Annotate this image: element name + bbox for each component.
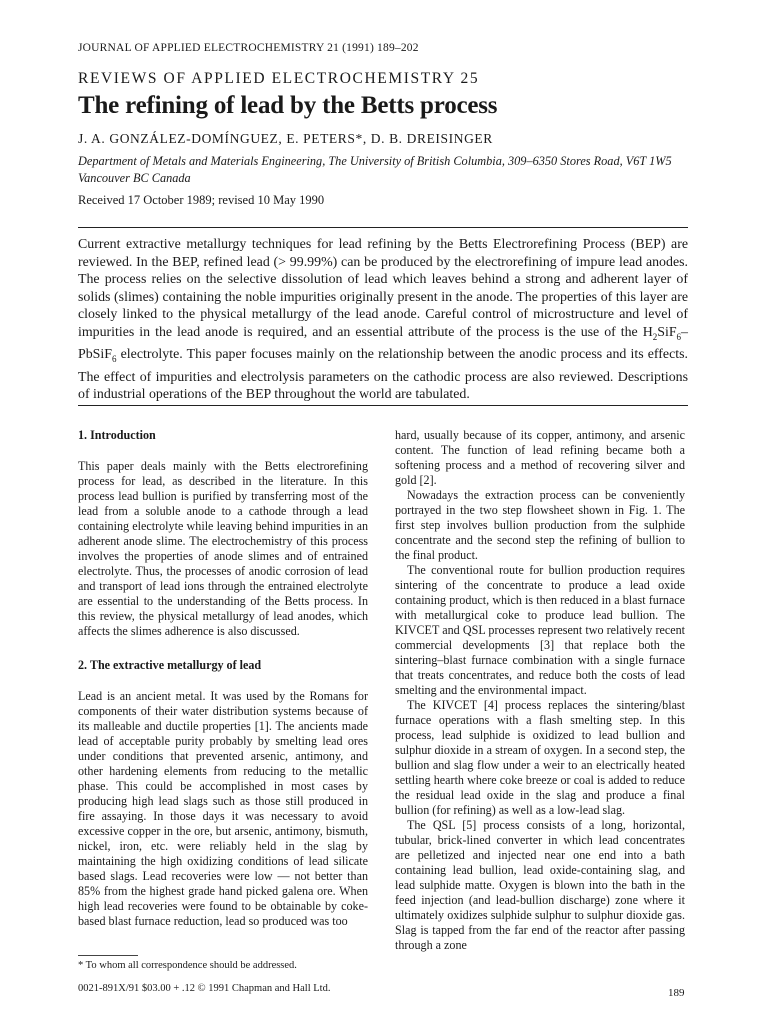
body-paragraph: The conventional route for bullion production requires sintering of the concentrate to produce a lead oxide containing product, which is then reduced in a blast furnace with metallurgical coke to produce lead bullion. The KIVCET and QSL processes represent two relatively recent commercial developments [3] that replace both the sintering–blast furnace combination with a single furnace that treats concentrates, and reduce both the costs of lead smelting and the environmental impact. — [395, 563, 685, 697]
section-heading-introduction: 1. Introduction — [78, 428, 156, 442]
body-paragraph: The QSL [5] process consists of a long, horizontal, tubular, brick-lined converter in which lead concentrates are pelletized and injected near one end into a bath containing lead bullion, lead oxide-containing slag, and lead sulphide matte. Oxygen is blown into the bath in the feed injection (and lead-bullion discharge) zone where it ultimately oxidizes sulphide sulphur to sulphur dioxide gas. Slag is tapped from the far end of the reactor after passing through a zone — [395, 818, 685, 952]
journal-citation: JOURNAL OF APPLIED ELECTROCHEMISTRY 21 (1991) 189–202 — [78, 42, 419, 54]
footnote-rule — [78, 955, 138, 956]
right-column — [395, 428, 685, 953]
received-dates: Received 17 October 1989; revised 10 May 1990 — [78, 193, 325, 207]
abstract-text: Current extractive metallurgy techniques for lead refining by the Betts Electrorefining Process (BEP) are reviewed. In the BEP, refined lead (> 99.99%) can be produced by the electrorefining of impure lead anodes. The process relies on the selective dissolution of lead which leaves behind a strong and adherent layer of solids (slimes) containing the noble impurities originally present in the anode. The properties of this layer are closely linked to the physical metallurgy of the lead anode. Careful control of microstructure and level of impurities in the lead anode is required, and an essential attribute of the process is the use of the $H_2SiF_6-PbSiF_6$ electrolyte. This paper focuses mainly on the relationship between the anodic process and its effects. The effect of impurities and electrolysis parameters on the cathodic process are also reviewed. Descriptions of industrial operations of the BEP throughout the world are tabulated. — [78, 237, 688, 403]
body-paragraph: hard, usually because of its copper, antimony, and arsenic content. The function of lead refining became both a softening process and a method of recovering silver and gold [2]. — [395, 428, 685, 487]
abstract — [78, 236, 688, 404]
section-heading-extractive-metallurgy: 2. The extractive metallurgy of lead — [78, 658, 262, 672]
series-heading: REVIEWS OF APPLIED ELECTROCHEMISTRY 25 — [78, 70, 480, 87]
body-paragraph: Nowadays the extraction process can be conveniently portrayed in the two step flowsheet shown in Fig. 1. The first step involves bullion production from the sulphide concentrate and the second step the refining of bullion to the final product. — [395, 488, 685, 562]
author-affiliation: Department of Metals and Materials Engineering, The University of British Columbia, 309–6350 Stores Road, V6T 1W5 Vancouver BC Canada — [78, 154, 672, 185]
author-list: J. A. GONZÁLEZ-DOMÍNGUEZ, E. PETERS*, D. B. DREISINGER — [78, 131, 493, 146]
abstract-bottom-rule — [78, 405, 688, 406]
page-number: 189 — [668, 987, 685, 999]
body-paragraph: The KIVCET [4] process replaces the sintering/blast furnace operations with a flash smelting step. In this process, lead sulphide is oxidized to lead bullion and sulphur dioxide in a stream of oxygen. In a second step, the bullion and slag flow under a weir to an electrically heated settling hearth where coke breeze or coal is added to reduce the residual lead oxide in the slag and produce a final bullion (for refining) as well as a low-lead slag. — [395, 698, 685, 817]
footnote: * To whom all correspondence should be addressed. — [78, 960, 297, 971]
copyright-line: 0021-891X/91 $03.00 + .12 © 1991 Chapman and Hall Ltd. — [78, 983, 331, 994]
left-column — [78, 428, 368, 929]
abstract-top-rule — [78, 227, 688, 228]
extractive-metallurgy-paragraph: Lead is an ancient metal. It was used by the Romans for components of their water distribution systems because of its malleable and ductile properties [1]. The ancients made lead of acceptable purity probably by smelting lead ores under conditions that prevented arsenic, antimony, and other hardening elements from reducing to the metallic phase. This could be accomplished in most cases by producing high lead slags such as those still produced in fire assaying. In those days it was necessary to avoid excessive copper in the ore, but arsenic, antimony, bismuth, nickel, iron, etc. were reliably held in the slag by maintaining the high oxidizing conditions of lead silicate based slags. Lead recoveries were low — not better than 85% from the highest grade hand picked galena ore. When high lead recoveries were found to be obtainable by coke-based blast furnace reduction, lead so produced was too — [78, 689, 368, 928]
article-title: The refining of lead by the Betts process — [78, 92, 498, 119]
introduction-paragraph: This paper deals mainly with the Betts electrorefining process for lead, as described in the literature. In this process lead bullion is purified by transferring most of the lead from a soluble anode to a cathode through a lead containing electrolyte while leaving behind impurities in an adherent anode slime. The electrochemistry of this process involves the properties of anode slimes and of entrained electrolyte. Thus, the processes of anodic corrosion of lead and transport of lead ions through the entrained electrolyte are essential to the understanding of the Betts process. In this review, the physical metallurgy of lead anodes, which affects the slimes adherence is also discussed. — [78, 459, 368, 638]
